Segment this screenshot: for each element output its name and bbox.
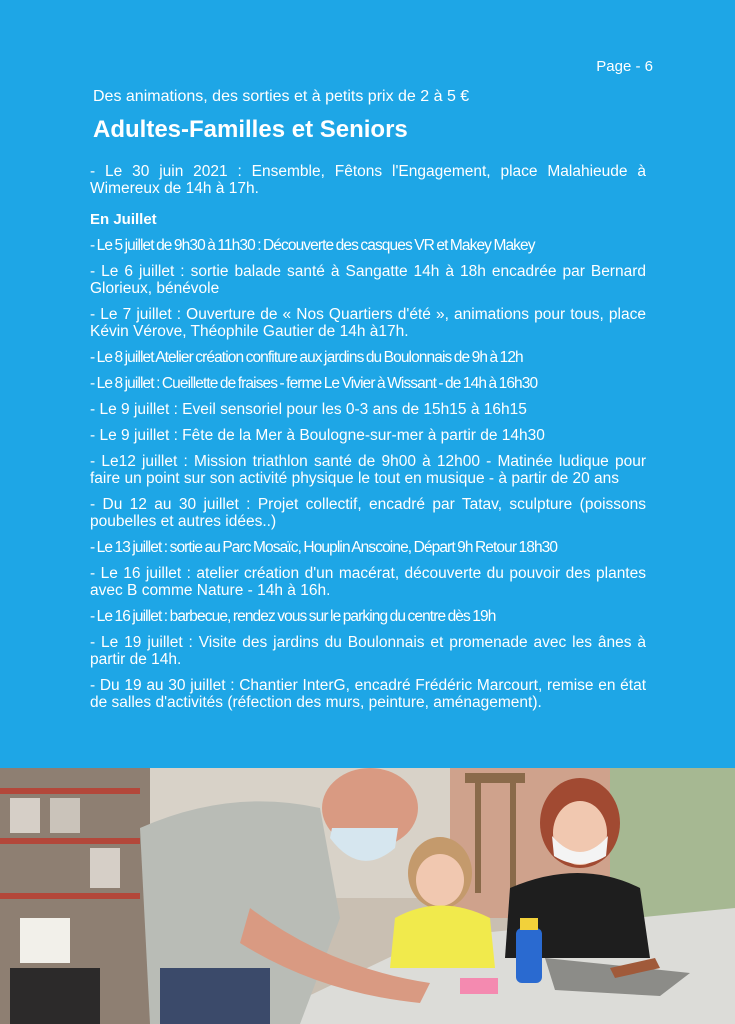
list-item: - Le 19 juillet : Visite des jardins du Boulonnais et promenade avec les ânes à partir de 14h. [90, 634, 646, 668]
list-item: - Le 5 juillet de 9h30 à 11h30 : Découverte des casques VR et Makey Makey [90, 237, 535, 254]
list-item: - Du 12 au 30 juillet : Projet collectif, encadré par Tatav, sculpture (poissons poubelles et autres idées..) [90, 496, 646, 530]
list-item: - Le12 juillet : Mission triathlon santé de 9h00 à 12h00 - Matinée ludique pour faire un point sur son activité physique le tout en musique - à partir de 20 ans [90, 453, 646, 487]
list-item: - Le 13 juillet : sortie au Parc Mosaïc, Houplin Anscoine, Départ 9h Retour 18h30 [90, 539, 558, 556]
list-item: - Le 16 juillet : atelier création d'un macérat, découverte du pouvoir des plantes avec B comme Nature - 14h à 16h. [90, 565, 646, 599]
list-item: - Le 16 juillet : barbecue, rendez vous sur le parking du centre dès 19h [90, 608, 496, 625]
page-title: Adultes-Familles et Seniors [93, 116, 408, 143]
list-item: - Le 8 juillet : Cueillette de fraises - ferme Le Vivier à Wissant - de 14h à 16h30 [90, 375, 538, 392]
intro-item: - Le 30 juin 2021 : Ensemble, Fêtons l'Engagement, place Malahieude à Wimereux de 14h à 17h. [90, 163, 646, 197]
page-number: Page - 6 [596, 58, 653, 75]
list-item: - Le 9 juillet : Eveil sensoriel pour les 0-3 ans de 15h15 à 16h15 [90, 401, 527, 418]
list-item: - Le 9 juillet : Fête de la Mer à Boulogne-sur-mer à partir de 14h30 [90, 427, 545, 444]
month-heading: En Juillet [90, 211, 157, 228]
page-subtitle: Des animations, des sorties et à petits prix de 2 à 5 € [93, 88, 470, 105]
list-item: - Le 7 juillet : Ouverture de « Nos Quartiers d'été », animations pour tous, place Kévin Vérove, Théophile Gautier de 14h à17h. [90, 306, 646, 340]
list-item: - Du 19 au 30 juillet : Chantier InterG, encadré Frédéric Marcourt, remise en état de salles d'activités (réfection des murs, peinture, aménagement). [90, 677, 646, 711]
list-item: - Le 8 juillet Atelier création confiture aux jardins du Boulonnais de 9h à 12h [90, 349, 523, 366]
activity-list [90, 163, 646, 720]
workshop-photo [0, 768, 735, 1024]
list-item: - Le 6 juillet : sortie balade santé à Sangatte 14h à 18h encadrée par Bernard Glorieux, bénévole [90, 263, 646, 297]
